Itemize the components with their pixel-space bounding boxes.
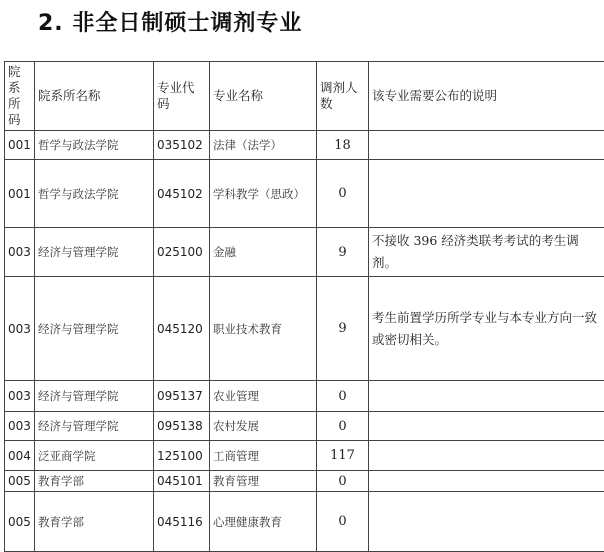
major-name-cell: 职业技术教育 — [210, 277, 317, 381]
major-code-cell: 045101 — [154, 471, 210, 492]
major-code-cell: 125100 — [154, 441, 210, 471]
note-cell — [369, 131, 604, 160]
note-cell — [369, 492, 604, 552]
count-cell: 0 — [317, 160, 369, 228]
count-cell: 0 — [317, 471, 369, 492]
note-cell: 考生前置学历所学专业与本专业方向一致或密切相关。 — [369, 277, 604, 381]
dept-code-cell: 005 — [5, 471, 35, 492]
dept-code-cell: 005 — [5, 492, 35, 552]
major-code-cell: 045102 — [154, 160, 210, 228]
major-code-cell: 045120 — [154, 277, 210, 381]
count-cell: 9 — [317, 228, 369, 277]
note-cell: 不接收 396 经济类联考考试的考生调剂。 — [369, 228, 604, 277]
dept-name-cell: 经济与管理学院 — [35, 412, 154, 441]
adjustment-table — [4, 61, 604, 552]
note-cell — [369, 441, 604, 471]
header-dept-code: 院系所码 — [5, 62, 35, 131]
major-name-cell: 农业管理 — [210, 381, 317, 412]
dept-code-cell: 003 — [5, 277, 35, 381]
major-code-cell: 045116 — [154, 492, 210, 552]
header-dept-name: 院系所名称 — [35, 62, 154, 131]
note-cell — [369, 381, 604, 412]
major-name-cell: 教育管理 — [210, 471, 317, 492]
dept-name-cell: 哲学与政法学院 — [35, 131, 154, 160]
major-name-cell: 心理健康教育 — [210, 492, 317, 552]
table-row — [5, 441, 604, 471]
note-cell — [369, 471, 604, 492]
header-note: 该专业需要公布的说明 — [369, 62, 604, 131]
table-row — [5, 381, 604, 412]
dept-name-cell: 教育学部 — [35, 471, 154, 492]
table-row — [5, 160, 604, 228]
dept-code-cell: 004 — [5, 441, 35, 471]
page-title: 2. 非全日制硕士调剂专业 — [38, 6, 302, 37]
header-major-name: 专业名称 — [210, 62, 317, 131]
count-cell: 18 — [317, 131, 369, 160]
major-code-cell: 025100 — [154, 228, 210, 277]
note-cell — [369, 412, 604, 441]
major-name-cell: 金融 — [210, 228, 317, 277]
table-row — [5, 131, 604, 160]
note-cell — [369, 160, 604, 228]
major-code-cell: 095138 — [154, 412, 210, 441]
table-row — [5, 412, 604, 441]
major-code-cell: 035102 — [154, 131, 210, 160]
table-row — [5, 228, 604, 277]
count-cell: 117 — [317, 441, 369, 471]
table-row — [5, 471, 604, 492]
dept-code-cell: 001 — [5, 131, 35, 160]
dept-name-cell: 哲学与政法学院 — [35, 160, 154, 228]
header-major-code: 专业代码 — [154, 62, 210, 131]
header-count: 调剂人数 — [317, 62, 369, 131]
header-row — [5, 62, 604, 131]
major-name-cell: 法律（法学） — [210, 131, 317, 160]
count-cell: 0 — [317, 492, 369, 552]
dept-code-cell: 003 — [5, 381, 35, 412]
dept-name-cell: 经济与管理学院 — [35, 381, 154, 412]
major-name-cell: 学科教学（思政） — [210, 160, 317, 228]
table-row — [5, 277, 604, 381]
major-name-cell: 农村发展 — [210, 412, 317, 441]
dept-name-cell: 经济与管理学院 — [35, 277, 154, 381]
major-name-cell: 工商管理 — [210, 441, 317, 471]
dept-code-cell: 003 — [5, 228, 35, 277]
count-cell: 0 — [317, 412, 369, 441]
table-row — [5, 492, 604, 552]
dept-code-cell: 001 — [5, 160, 35, 228]
dept-name-cell: 教育学部 — [35, 492, 154, 552]
dept-name-cell: 经济与管理学院 — [35, 228, 154, 277]
dept-code-cell: 003 — [5, 412, 35, 441]
count-cell: 0 — [317, 381, 369, 412]
dept-name-cell: 泛亚商学院 — [35, 441, 154, 471]
major-code-cell: 095137 — [154, 381, 210, 412]
count-cell: 9 — [317, 277, 369, 381]
